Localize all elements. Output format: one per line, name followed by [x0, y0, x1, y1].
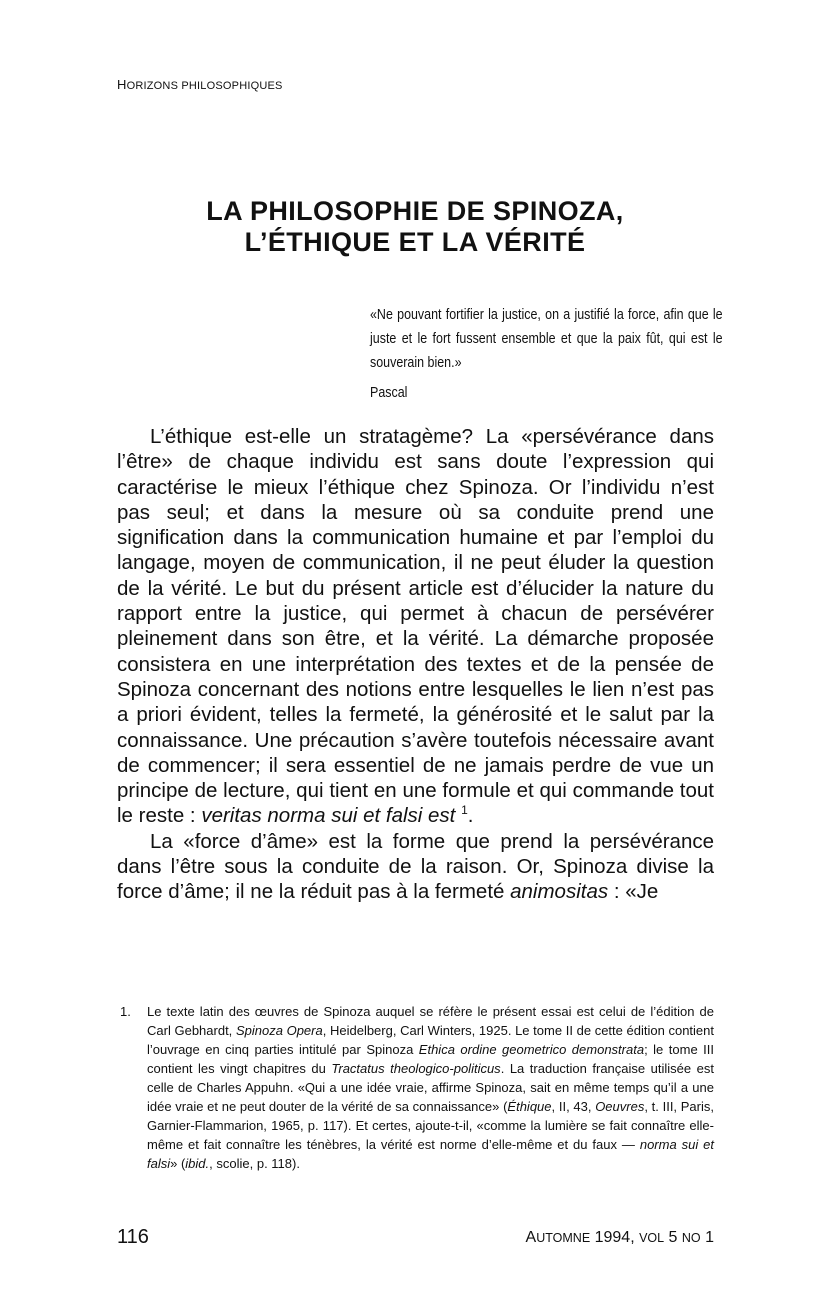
paragraph-2-text: La «force d’âme» est la forme que prend la persévérance dans l’être sous la conduite de la raison. Or, Spinoza divise la force d’âme; il ne la réduit pas à la fermeté: [117, 829, 714, 904]
paragraph-2-end: : «Je: [608, 880, 659, 904]
paragraph-2: [117, 829, 714, 905]
footnote-text: Le texte latin des œuvres de Spinoza auquel se réfère le présent essai est celui de l’édition de Carl Gebhardt, Spinoza Opera, Heidelberg, Carl Winters, 1925. Le tome II de cette édition contient l’ouvrage en cinq parties intitulé par Spinoza Ethica ordine geometrico demonstrata; le tome III contient les vingt chapitres du Tractatus theologico-politicus. La traduction française utilisée est celle de Charles Appuhn. «Qui a une idée vraie, affirme Spinoza, sait en même temps qu’il a une idée vraie et ne peut douter de la vérité de sa connaissance» (Éthique, II, 43, Oeuvres, t. III, Paris, Garnier-Flammarion, 1965, p. 117). Et certes, ajoute-t-il, «comme la lumière se fait connaître elle-même et fait connaître les ténèbres, la vérité est norme d’elle-même et du faux — norma sui et falsi» (ibid., scolie, p. 118).: [147, 1004, 715, 1171]
paragraph-1-end: .: [467, 804, 474, 828]
epigraph-quote: «Ne pouvant fortifier la justice, on a justifié la force, afin que le juste et le fort fussent ensemble et que la paix fût, qui est le souverain bien.»: [370, 307, 723, 371]
running-head: [117, 77, 283, 92]
footnote-number: 1.: [120, 1004, 131, 1019]
paragraph-1-text: L’éthique est-elle un stratagème? La «persévérance dans l’être» de chaque individu est sans doute l’expression qui caractérise le mieux l’éthique chez Spinoza. Or l’individu n’est pas seul; et dans la mesure où sa conduite prend une signification dans la communication humaine et par l’emploi du langage, moyen de communication, il ne peut éluder la question de la vérité. Le but du présent article est d’élucider la nature du rapport entre la justice, qui permet à chacun de persévérer pleinement dans son être, et la vérité. La démarche proposée consistera en une interprétation des textes et de la pensée de Spinoza concernant des notions entre lesquelles le lien n’est pas a priori évident, telles la fermeté, la générosité et le salut par la connaissance. Une précaution s’avère toutefois nécessaire avant de commencer; il sera essentiel de ne jamais perdre de vue un principe de lecture, qui tient en une formule et qui commande tout le reste :: [117, 425, 714, 828]
article-title: [60, 196, 770, 258]
epigraph-author: Pascal: [370, 385, 408, 401]
paragraph-1-latin-phrase: veritas norma sui et falsi est: [201, 804, 456, 828]
running-head-initial: H: [117, 77, 127, 92]
paragraph-2-latin-word: animositas: [510, 880, 609, 904]
running-head-smallcaps: ORIZONS PHILOSOPHIQUES: [126, 80, 283, 92]
page-number: 116: [117, 1226, 149, 1248]
journal-issue: AUTOMNE 1994, VOL 5 NO 1: [525, 1229, 714, 1246]
title-line-2: L’ÉTHIQUE ET LA VÉRITÉ: [244, 227, 586, 257]
title-line-1: LA PHILOSOPHIE DE SPINOZA,: [206, 196, 624, 226]
footnote-1: [117, 1002, 714, 1173]
epigraph: [370, 303, 723, 405]
paragraph-1: [117, 424, 714, 829]
footnote-ref-1[interactable]: 1: [461, 803, 468, 818]
body-text: [117, 424, 714, 905]
